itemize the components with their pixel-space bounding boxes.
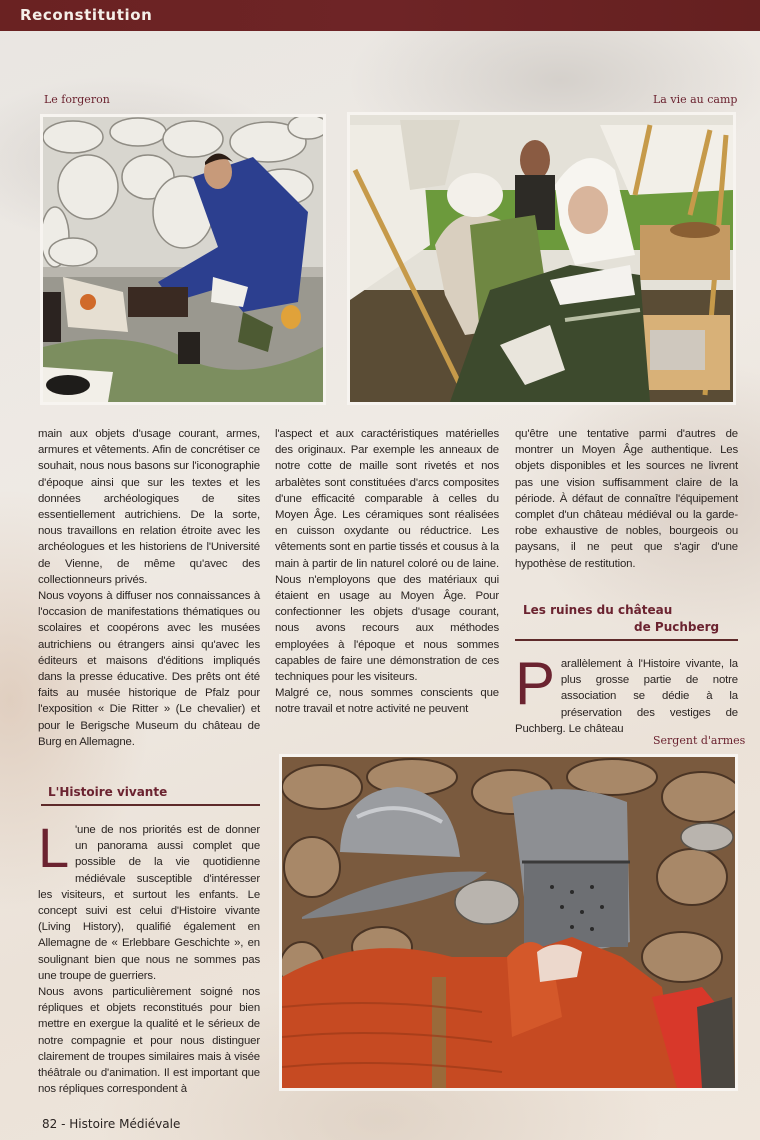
drop-cap: P <box>515 650 555 717</box>
footer-separator: - <box>57 1117 70 1131</box>
photo-helmets-icon <box>282 757 735 1088</box>
caption-blacksmith: Le forgeron <box>44 93 110 106</box>
paragraph: Nous voyons à diffuser nos connaissances à l'occasion de manifestations thématiques ou scolaires et coopérons avec les musées autrichiens ou étrangers ainsi qu'avec les éditeurs et maisons d'éditions impliqués dans la presse éducative. Des prêts ont été faits au musée historique de Pfalz pour l'exposition « Die Ritter » (Le chevalier) et pour le Berigsche Museum du château de Burg en Allemagne. <box>38 590 260 748</box>
section-heading-ruines-line2: de Puchberg <box>634 620 720 634</box>
section-rule <box>515 639 738 641</box>
page-footer <box>42 1117 180 1131</box>
column-1-text <box>38 426 260 750</box>
paragraph-text: arallèlement à l'Histoire vivante, la plus grosse partie de notre association se dédie à la préservation des vestiges de Puchberg. Le château <box>515 658 738 735</box>
column-3-text <box>515 426 738 572</box>
caption-camp: La vie au camp <box>653 93 738 106</box>
page-number: 82 <box>42 1117 58 1131</box>
photo-blacksmith-icon <box>43 117 323 402</box>
column-2-text <box>275 426 499 718</box>
paragraph: qu'être une tentative parmi d'autres de montrer un Moyen Âge authentique. Les objets disponibles et les sources ne livrent pas une vision suffisamment claire de la période. À défaut de connaître l'équipement complet d'un château médiéval ou la garde-robe exhaustive de nobles, bourgeois ou paysans, il ne peut que s'agir d'une hypothèse de restitution. <box>515 428 738 570</box>
caption-sergeant: Sergent d'armes <box>653 734 746 747</box>
section-header-band <box>0 0 760 31</box>
paragraph <box>515 650 738 737</box>
blacksmith-photo <box>43 117 323 402</box>
ruines-text <box>515 650 738 737</box>
paragraph: l'aspect et aux caractéristiques matérielles des originaux. Par exemple les anneaux de notre cotte de maille sont rivetés et nos arbalètes sont constituées d'arcs composites d'une efficacité comparable à celles du Moyen Âge. Les céramiques sont réalisées en cuisson oxydante ou réductrice. Les vêtements sont en partie tissés et cousus à la main à partir de lin naturel coloré ou de laine. Nous n'employons que des matériaux qui étaient en usage au Moyen Âge. Pour confectionner les objets d'usage courant, nous avons recours aux méthodes employées à l'époque et nous sommes capables de faire une démonstration de ces techniques pour les visiteurs. <box>275 428 499 684</box>
section-heading-ruines-line1: Les ruines du château <box>523 603 673 617</box>
paragraph: main aux objets d'usage courant, armes, armures et vêtements. Afin de concrétiser ce souhait, nous nous basons sur l'iconographie d'époque ainsi que sur les textes et les données archéologiques de sites essentiellement autrichiens. De la sorte, nous travaillons en relation étroite avec les archéologues et les historiens de l'Université de Vienne, de même qu'avec des collectionneurs privés. <box>38 428 260 586</box>
paragraph-text: 'une de nos priorités est de donner un panorama aussi complet que possible de la vie quotidienne médiévale susceptible d'intéresser les visiteurs, et surtout les enfants. Le concept suivi est celui d'Histoire vivante (Living History), qualifié également en Allemagne de « Erlebbare Geschichte », en soulignant bien que nous ne sommes pas une troupe de guerriers. <box>38 824 260 982</box>
paragraph: Malgré ce, nous sommes conscients que notre travail et notre activité ne peuvent <box>275 687 499 716</box>
camp-life-photo <box>350 115 733 402</box>
drop-cap: L <box>38 816 69 879</box>
paragraph: Nous avons particulièrement soigné nos répliques et objets reconstitués pour bien mettre en exergue la qualité et le sérieux de notre compagnie et pour nous distinguer clairement de troupes similaires mais à visée théâtrale ou d'animation. Il est important que nos répliques correspondent à <box>38 986 260 1096</box>
sergeant-photo <box>282 757 735 1088</box>
section-rule <box>41 804 260 806</box>
photo-camp-life-icon <box>350 115 733 402</box>
magazine-name: Histoire Médiévale <box>69 1117 181 1131</box>
paragraph <box>38 816 260 984</box>
section-heading-histoire-vivante: L'Histoire vivante <box>48 785 168 799</box>
section-title: Reconstitution <box>20 6 153 24</box>
histoire-vivante-text <box>38 816 260 1097</box>
